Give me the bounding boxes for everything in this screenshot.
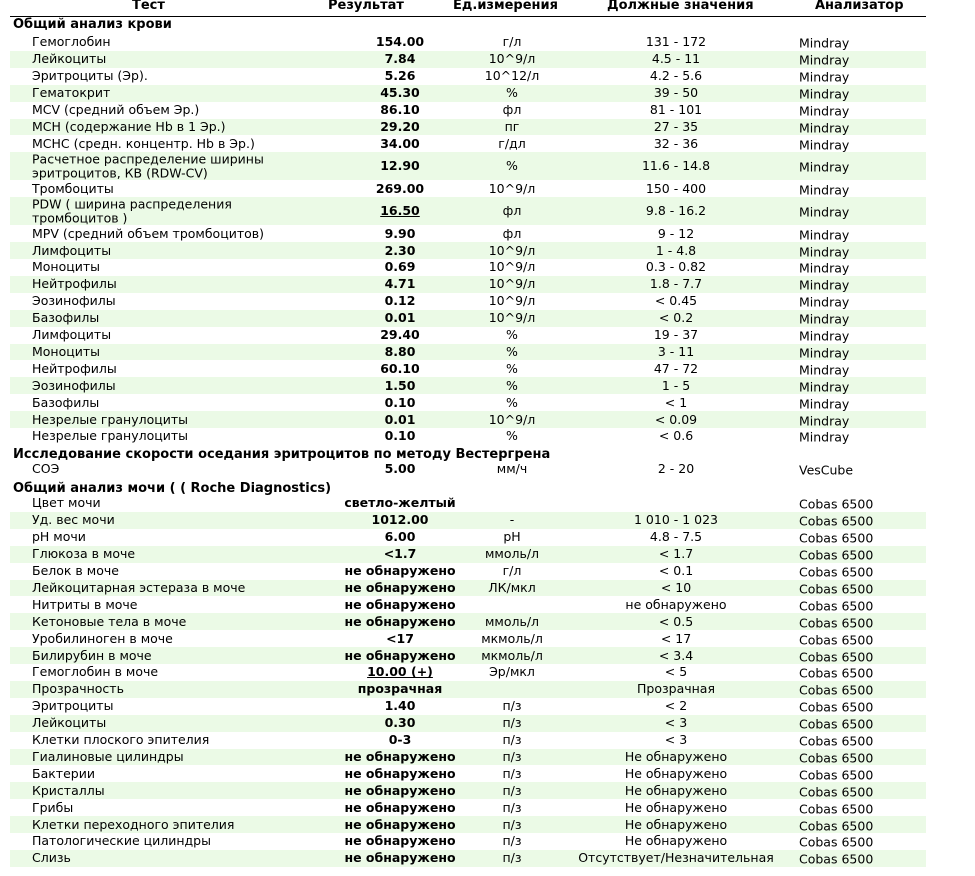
analyzer-name: Cobas 6500 <box>799 581 874 597</box>
reference-range: < 0.6 <box>658 428 694 444</box>
reference-range: не обнаружено <box>625 596 727 612</box>
analyzer-name: Mindray <box>799 103 850 119</box>
reference-range: < 3 <box>664 715 688 731</box>
table-row <box>10 833 926 850</box>
reference-range: 1 - 5 <box>661 377 691 393</box>
result-value: <17 <box>386 630 414 646</box>
test-name: PDW ( ширина распределения тромбоцитов ) <box>32 196 232 226</box>
test-name: Цвет мочи <box>32 495 101 511</box>
result-value: 34.00 <box>380 135 420 151</box>
table-row <box>10 51 926 68</box>
unit-value: 10^9/л <box>488 293 536 309</box>
analyzer-name: Mindray <box>799 182 850 198</box>
unit-value: % <box>506 394 518 410</box>
result-value: 29.20 <box>380 118 420 134</box>
unit-value: % <box>506 377 518 393</box>
section-title: Исследование скорости оседания эритроцитов по методу Вестергрена <box>13 447 551 462</box>
test-name: Нейтрофилы <box>32 276 117 292</box>
analyzer-name: Cobas 6500 <box>799 852 874 868</box>
test-name: pH мочи <box>32 529 86 545</box>
unit-value: 10^12/л <box>484 68 540 84</box>
table-row <box>10 630 926 647</box>
reference-range: 0.3 - 0.82 <box>645 259 707 275</box>
analyzer-name: Cobas 6500 <box>799 750 874 766</box>
table-row <box>10 816 926 833</box>
reference-range: < 0.45 <box>654 293 698 309</box>
table-row <box>10 310 926 327</box>
reference-range: 9.8 - 16.2 <box>645 203 707 219</box>
test-name: Белок в моче <box>32 563 119 579</box>
unit-value: п/з <box>502 732 522 748</box>
analyzer-name: Cobas 6500 <box>799 547 874 563</box>
analyzer-name: Mindray <box>799 294 850 310</box>
table-row <box>10 119 926 136</box>
result-value: 60.10 <box>380 360 420 376</box>
header-analyzer: Анализатор <box>815 0 904 13</box>
table-row <box>10 377 926 394</box>
result-value: 8.80 <box>384 343 416 359</box>
test-name: Эритроциты <box>32 698 114 714</box>
unit-value: г/л <box>502 563 522 579</box>
result-value: 0-3 <box>388 732 412 748</box>
result-value: 45.30 <box>380 85 420 101</box>
unit-value: ммоль/л <box>484 613 540 629</box>
test-name: Кетоновые тела в моче <box>32 613 187 629</box>
reference-range: 32 - 36 <box>653 135 699 151</box>
reference-range: < 3.4 <box>658 647 694 663</box>
unit-value: п/з <box>502 782 522 798</box>
header-result: Результат <box>328 0 404 13</box>
reference-range: < 0.5 <box>658 613 694 629</box>
unit-value: 10^9/л <box>488 242 536 258</box>
analyzer-name: Cobas 6500 <box>799 615 874 631</box>
result-value: не обнаружено <box>344 647 456 663</box>
reference-range: Прозрачная <box>637 681 715 697</box>
table-row <box>10 197 926 225</box>
section-title: Общий анализ крови <box>13 17 172 32</box>
table-row <box>10 546 926 563</box>
analyzer-name: Cobas 6500 <box>799 733 874 749</box>
test-name: Расчетное распределение ширины эритроцитов, КВ (RDW-CV) <box>32 151 264 181</box>
analyzer-name: Mindray <box>799 120 850 136</box>
test-name: Базофилы <box>32 310 100 326</box>
unit-value: 10^9/л <box>488 51 536 67</box>
reference-range: < 17 <box>660 630 692 646</box>
analyzer-name: Cobas 6500 <box>799 784 874 800</box>
analyzer-name: Mindray <box>799 345 850 361</box>
analyzer-name: Mindray <box>799 159 850 175</box>
table-row <box>10 428 926 445</box>
table-row <box>10 613 926 630</box>
result-value: 0.01 <box>384 310 416 326</box>
result-value: не обнаружено <box>344 596 456 612</box>
analyzer-name: VesCube <box>799 463 854 479</box>
analyzer-name: Mindray <box>799 396 850 412</box>
unit-value: фл <box>502 203 522 219</box>
test-name: Уробилиноген в моче <box>32 630 173 646</box>
unit-value: % <box>506 158 518 174</box>
result-value: не обнаружено <box>344 579 456 595</box>
table-row <box>10 411 926 428</box>
table-row <box>10 259 926 276</box>
test-name: Билирубин в моче <box>32 647 152 663</box>
unit-value: мкмоль/л <box>481 630 543 646</box>
unit-value: п/з <box>502 765 522 781</box>
unit-value: ЛК/мкл <box>488 579 536 595</box>
analyzer-name: Mindray <box>799 36 850 52</box>
unit-value: ммоль/л <box>484 546 540 562</box>
unit-value: п/з <box>502 799 522 815</box>
test-name: Клетки плоского эпителия <box>32 732 210 748</box>
unit-value: pH <box>503 529 521 545</box>
analyzer-name: Mindray <box>799 430 850 446</box>
analyzer-name: Cobas 6500 <box>799 716 874 732</box>
table-row <box>10 647 926 664</box>
result-value: не обнаружено <box>344 765 456 781</box>
result-value: не обнаружено <box>344 799 456 815</box>
table-row <box>10 512 926 529</box>
analyzer-name: Cobas 6500 <box>799 699 874 715</box>
result-value: 0.10 <box>384 394 416 410</box>
analyzer-name: Cobas 6500 <box>799 835 874 851</box>
analyzer-name: Mindray <box>799 261 850 277</box>
result-value: 12.90 <box>380 158 420 174</box>
analyzer-name: Mindray <box>799 413 850 429</box>
test-name: Лейкоциты <box>32 715 107 731</box>
result-value: 9.90 <box>384 225 416 241</box>
analyzer-name: Mindray <box>799 137 850 153</box>
test-name: Лейкоцитарная эстераза в моче <box>32 579 246 595</box>
reference-range: 19 - 37 <box>653 327 699 343</box>
analyzer-name: Mindray <box>799 204 850 220</box>
result-value: 1.40 <box>384 698 416 714</box>
reference-range: Не обнаружено <box>624 833 728 849</box>
test-name: MCV (средний объем Эр.) <box>32 102 200 118</box>
table-row <box>10 698 926 715</box>
test-name: Моноциты <box>32 343 101 359</box>
test-name: Гемоглобин в моче <box>32 664 159 680</box>
result-value: 269.00 <box>375 180 425 196</box>
test-name: Клетки переходного эпителия <box>32 816 235 832</box>
result-value: 154.00 <box>375 34 425 50</box>
table-row <box>10 461 926 478</box>
test-name: Бактерии <box>32 765 95 781</box>
test-name: Прозрачность <box>32 681 124 697</box>
test-name: Глюкоза в моче <box>32 546 136 562</box>
test-name: MCHC (средн. концентр. Hb в Эр.) <box>32 135 255 151</box>
reference-range: < 0.1 <box>658 563 694 579</box>
reference-range: < 0.2 <box>658 310 694 326</box>
table-row <box>10 715 926 732</box>
unit-value: п/з <box>502 715 522 731</box>
table-row <box>10 850 926 867</box>
result-value: не обнаружено <box>344 782 456 798</box>
test-name: Лимфоциты <box>32 327 112 343</box>
result-value: 86.10 <box>380 102 420 118</box>
table-row <box>10 135 926 152</box>
unit-value: фл <box>502 102 522 118</box>
reference-range: 9 - 12 <box>657 225 695 241</box>
result-value: не обнаружено <box>344 833 456 849</box>
analyzer-name: Mindray <box>799 53 850 69</box>
table-row <box>10 495 926 512</box>
reference-range: 131 - 172 <box>645 34 707 50</box>
table-row <box>10 732 926 749</box>
reference-range: 2 - 20 <box>657 461 695 477</box>
analyzer-name: Cobas 6500 <box>799 564 874 580</box>
reference-range: 3 - 11 <box>657 343 695 359</box>
analyzer-name: Mindray <box>799 86 850 102</box>
table-row <box>10 563 926 580</box>
result-value: светло-желтый <box>344 495 456 511</box>
analyzer-name: Cobas 6500 <box>799 598 874 614</box>
table-row <box>10 681 926 698</box>
test-name: Эозинофилы <box>32 293 116 309</box>
reference-range: Не обнаружено <box>624 782 728 798</box>
test-name: Тромбоциты <box>32 180 114 196</box>
test-name: Незрелые гранулоциты <box>32 411 189 427</box>
test-name: Слизь <box>32 850 71 866</box>
reference-range: Не обнаружено <box>624 799 728 815</box>
analyzer-name: Cobas 6500 <box>799 632 874 648</box>
result-value: 6.00 <box>384 529 416 545</box>
unit-value: 10^9/л <box>488 411 536 427</box>
unit-value: пг <box>504 118 520 134</box>
table-row <box>10 34 926 51</box>
result-value: 4.71 <box>384 276 416 292</box>
test-name: Нейтрофилы <box>32 360 117 376</box>
test-name: MPV (средний объем тромбоцитов) <box>32 225 264 241</box>
test-name: СОЭ <box>32 461 60 477</box>
result-value: 16.50 <box>380 203 420 219</box>
unit-value: % <box>506 428 518 444</box>
reference-range: 1 - 4.8 <box>655 242 697 258</box>
test-name: Эозинофилы <box>32 377 116 393</box>
analyzer-name: Mindray <box>799 227 850 243</box>
test-name: Базофилы <box>32 394 100 410</box>
reference-range: 1.8 - 7.7 <box>649 276 703 292</box>
result-value: 5.00 <box>384 461 416 477</box>
result-value: не обнаружено <box>344 613 456 629</box>
test-name: Лимфоциты <box>32 242 112 258</box>
result-value: не обнаружено <box>344 748 456 764</box>
result-value: не обнаружено <box>344 850 456 866</box>
analyzer-name: Cobas 6500 <box>799 514 874 530</box>
reference-range: 4.5 - 11 <box>651 51 701 67</box>
unit-value: 10^9/л <box>488 276 536 292</box>
result-value: 7.84 <box>384 51 416 67</box>
reference-range: 11.6 - 14.8 <box>641 158 711 174</box>
test-name: Нитриты в моче <box>32 596 138 612</box>
reference-range: < 1 <box>664 394 688 410</box>
analyzer-name: Mindray <box>799 311 850 327</box>
reference-range: 47 - 72 <box>653 360 699 376</box>
table-row <box>10 242 926 259</box>
result-value: 0.12 <box>384 293 416 309</box>
table-row <box>10 394 926 411</box>
unit-value: п/з <box>502 748 522 764</box>
reference-range: Отсутствует/Незначительная <box>578 850 774 866</box>
test-name: MCH (содержание Hb в 1 Эр.) <box>32 118 226 134</box>
unit-value: мкмоль/л <box>481 647 543 663</box>
table-row <box>10 799 926 816</box>
reference-range: 1 010 - 1 023 <box>633 512 719 528</box>
reference-range: 4.8 - 7.5 <box>649 529 703 545</box>
result-value: прозрачная <box>357 681 443 697</box>
test-name: Моноциты <box>32 259 101 275</box>
analyzer-name: Cobas 6500 <box>799 767 874 783</box>
unit-value: % <box>506 85 518 101</box>
unit-value: п/з <box>502 850 522 866</box>
reference-range: < 10 <box>660 579 692 595</box>
header-unit: Ед.измерения <box>453 0 558 13</box>
unit-value: г/л <box>502 34 522 50</box>
table-row <box>10 664 926 681</box>
result-value: 0.10 <box>384 428 416 444</box>
table-row <box>10 225 926 242</box>
test-name: Грибы <box>32 799 74 815</box>
reference-range: 4.2 - 5.6 <box>649 68 703 84</box>
table-row <box>10 152 926 180</box>
unit-value: фл <box>502 225 522 241</box>
table-row <box>10 782 926 799</box>
table-row <box>10 180 926 197</box>
unit-value: п/з <box>502 816 522 832</box>
test-name: Уд. вес мочи <box>32 512 115 528</box>
unit-value: % <box>506 343 518 359</box>
result-value: 10.00 (+) <box>367 664 433 680</box>
table-row <box>10 85 926 102</box>
test-name: Незрелые гранулоциты <box>32 428 189 444</box>
reference-range: Не обнаружено <box>624 816 728 832</box>
result-value: 5.26 <box>384 68 416 84</box>
table-row <box>10 529 926 546</box>
result-value: 0.69 <box>384 259 416 275</box>
analyzer-name: Mindray <box>799 278 850 294</box>
analyzer-name: Cobas 6500 <box>799 649 874 665</box>
table-row <box>10 765 926 782</box>
analyzer-name: Mindray <box>799 244 850 260</box>
unit-value: % <box>506 327 518 343</box>
reference-range: 150 - 400 <box>645 180 707 196</box>
analyzer-name: Cobas 6500 <box>799 818 874 834</box>
analyzer-name: Mindray <box>799 379 850 395</box>
table-row <box>10 596 926 613</box>
reference-range: < 1.7 <box>658 546 694 562</box>
result-value: 0.01 <box>384 411 416 427</box>
reference-range: < 2 <box>664 698 688 714</box>
analyzer-name: Cobas 6500 <box>799 530 874 546</box>
table-row <box>10 360 926 377</box>
header-norm: Должные значения <box>607 0 754 13</box>
table-row <box>10 102 926 119</box>
section-title: Общий анализ мочи ( ( Roche Diagnostics) <box>13 481 332 496</box>
table-row <box>10 344 926 361</box>
table-row <box>10 276 926 293</box>
analyzer-name: Cobas 6500 <box>799 497 874 513</box>
test-name: Гиалиновые цилиндры <box>32 748 184 764</box>
analyzer-name: Mindray <box>799 69 850 85</box>
result-value: 0.30 <box>384 715 416 731</box>
unit-value: 10^9/л <box>488 180 536 196</box>
unit-value: % <box>506 360 518 376</box>
unit-value: п/з <box>502 833 522 849</box>
table-row <box>10 68 926 85</box>
reference-range: < 0.09 <box>654 411 698 427</box>
unit-value: Эр/мкл <box>489 664 535 680</box>
table-row <box>10 293 926 310</box>
analyzer-name: Cobas 6500 <box>799 683 874 699</box>
result-value: <1.7 <box>383 546 417 562</box>
unit-value: г/дл <box>498 135 526 151</box>
analyzer-name: Mindray <box>799 328 850 344</box>
result-value: 2.30 <box>384 242 416 258</box>
test-name: Лейкоциты <box>32 51 107 67</box>
result-value: не обнаружено <box>344 563 456 579</box>
reference-range: 81 - 101 <box>649 102 703 118</box>
reference-range: Не обнаружено <box>624 765 728 781</box>
analyzer-name: Mindray <box>799 362 850 378</box>
result-value: не обнаружено <box>344 816 456 832</box>
table-row <box>10 327 926 344</box>
unit-value: - <box>509 512 515 528</box>
result-value: 1012.00 <box>371 512 429 528</box>
header-test: Тест <box>132 0 165 13</box>
analyzer-name: Cobas 6500 <box>799 801 874 817</box>
test-name: Гемоглобин <box>32 34 111 50</box>
table-row <box>10 749 926 766</box>
test-name: Эритроциты (Эр). <box>32 68 148 84</box>
reference-range: < 3 <box>664 732 688 748</box>
test-name: Патологические цилиндры <box>32 833 211 849</box>
result-value: 1.50 <box>384 377 416 393</box>
result-value: 29.40 <box>380 327 420 343</box>
reference-range: < 5 <box>664 664 688 680</box>
reference-range: 27 - 35 <box>653 118 699 134</box>
analyzer-name: Cobas 6500 <box>799 666 874 682</box>
test-name: Кристаллы <box>32 782 105 798</box>
unit-value: п/з <box>502 698 522 714</box>
unit-value: мм/ч <box>496 461 528 477</box>
reference-range: Не обнаружено <box>624 748 728 764</box>
test-name: Гематокрит <box>32 85 111 101</box>
table-header <box>10 0 926 17</box>
reference-range: 39 - 50 <box>653 85 699 101</box>
unit-value: 10^9/л <box>488 310 536 326</box>
table-row <box>10 580 926 597</box>
unit-value: 10^9/л <box>488 259 536 275</box>
